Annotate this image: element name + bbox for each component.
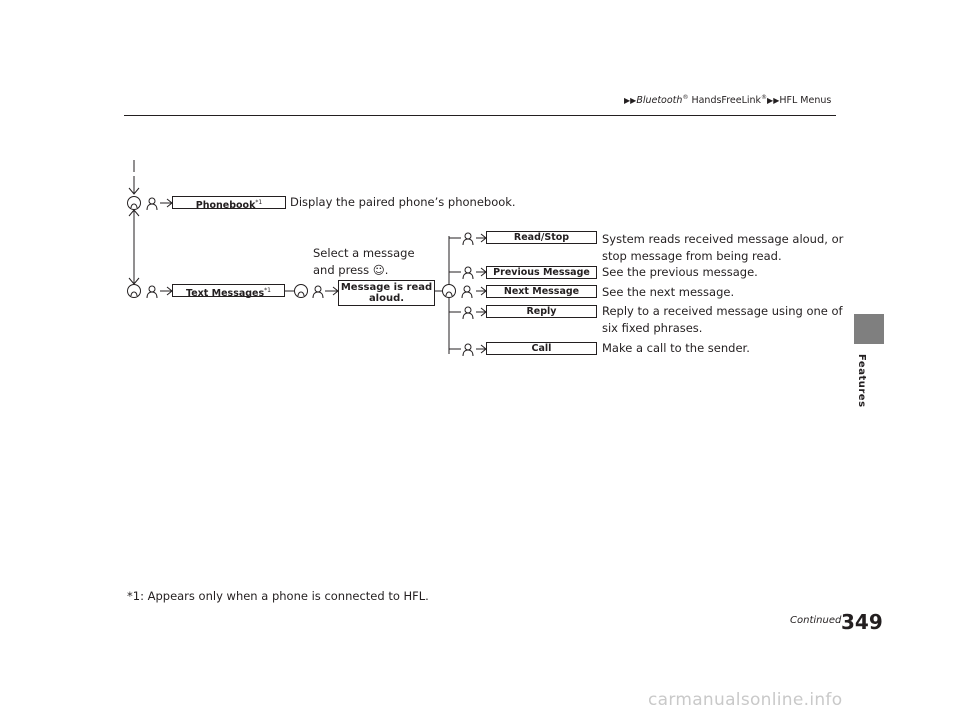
read-stop-description: System reads received message aloud, or stop message from being read. xyxy=(602,232,844,263)
option-next-message: Next Message xyxy=(486,285,597,298)
talk-button-icon xyxy=(460,341,476,361)
talk-button-icon xyxy=(144,195,160,215)
message-read-box: Message is read aloud. xyxy=(338,280,435,306)
page-number: 349 xyxy=(841,610,883,634)
phone-button-icon xyxy=(442,284,456,298)
talk-button-icon xyxy=(460,304,476,324)
reply-description: Reply to a received message using one of six fixed phrases. xyxy=(602,304,843,335)
crumb-bluetooth: Bluetooth xyxy=(636,95,683,107)
select-hint: Select a message and press ☺. xyxy=(313,246,415,277)
phone-button-icon xyxy=(294,284,308,298)
footnote: *1: Appears only when a phone is connected to HFL. xyxy=(127,589,429,603)
continued-label: Continued xyxy=(790,615,842,626)
call-description: Make a call to the sender. xyxy=(602,341,750,355)
next-message-description: See the next message. xyxy=(602,285,735,299)
talk-button-icon xyxy=(460,264,476,284)
watermark: carmanualsonline.info xyxy=(648,690,843,710)
previous-message-description: See the previous message. xyxy=(602,265,758,279)
talk-button-icon: ☺ xyxy=(372,263,385,277)
talk-button-icon xyxy=(310,283,326,303)
phone-button-icon xyxy=(127,284,141,298)
menu-item-phonebook: Phonebook$^{*1}$ xyxy=(172,196,286,209)
option-reply: Reply xyxy=(486,305,597,318)
crumb-handsfreelink: HandsFreeLink xyxy=(688,95,762,107)
crumb-hfl-menus: HFL Menus xyxy=(779,95,832,107)
talk-button-icon xyxy=(459,283,475,303)
phone-button-icon xyxy=(127,196,141,210)
option-call: Call xyxy=(486,342,597,355)
breadcrumb: ▶▶Bluetooth® HandsFreeLink®▶▶HFL Menus xyxy=(624,94,832,107)
option-read-stop: Read/Stop xyxy=(486,231,597,244)
section-tab-label: Features xyxy=(856,354,867,408)
phonebook-description: Display the paired phone’s phonebook. xyxy=(290,195,516,209)
talk-button-icon xyxy=(144,283,160,303)
option-previous-message: Previous Message xyxy=(486,266,597,279)
talk-button-icon xyxy=(460,230,476,250)
menu-item-text-messages: Text Messages$^{*1}$ xyxy=(172,284,285,297)
double-arrow-icon: ▶▶ xyxy=(767,96,780,106)
double-arrow-icon: ▶▶ xyxy=(624,96,637,106)
